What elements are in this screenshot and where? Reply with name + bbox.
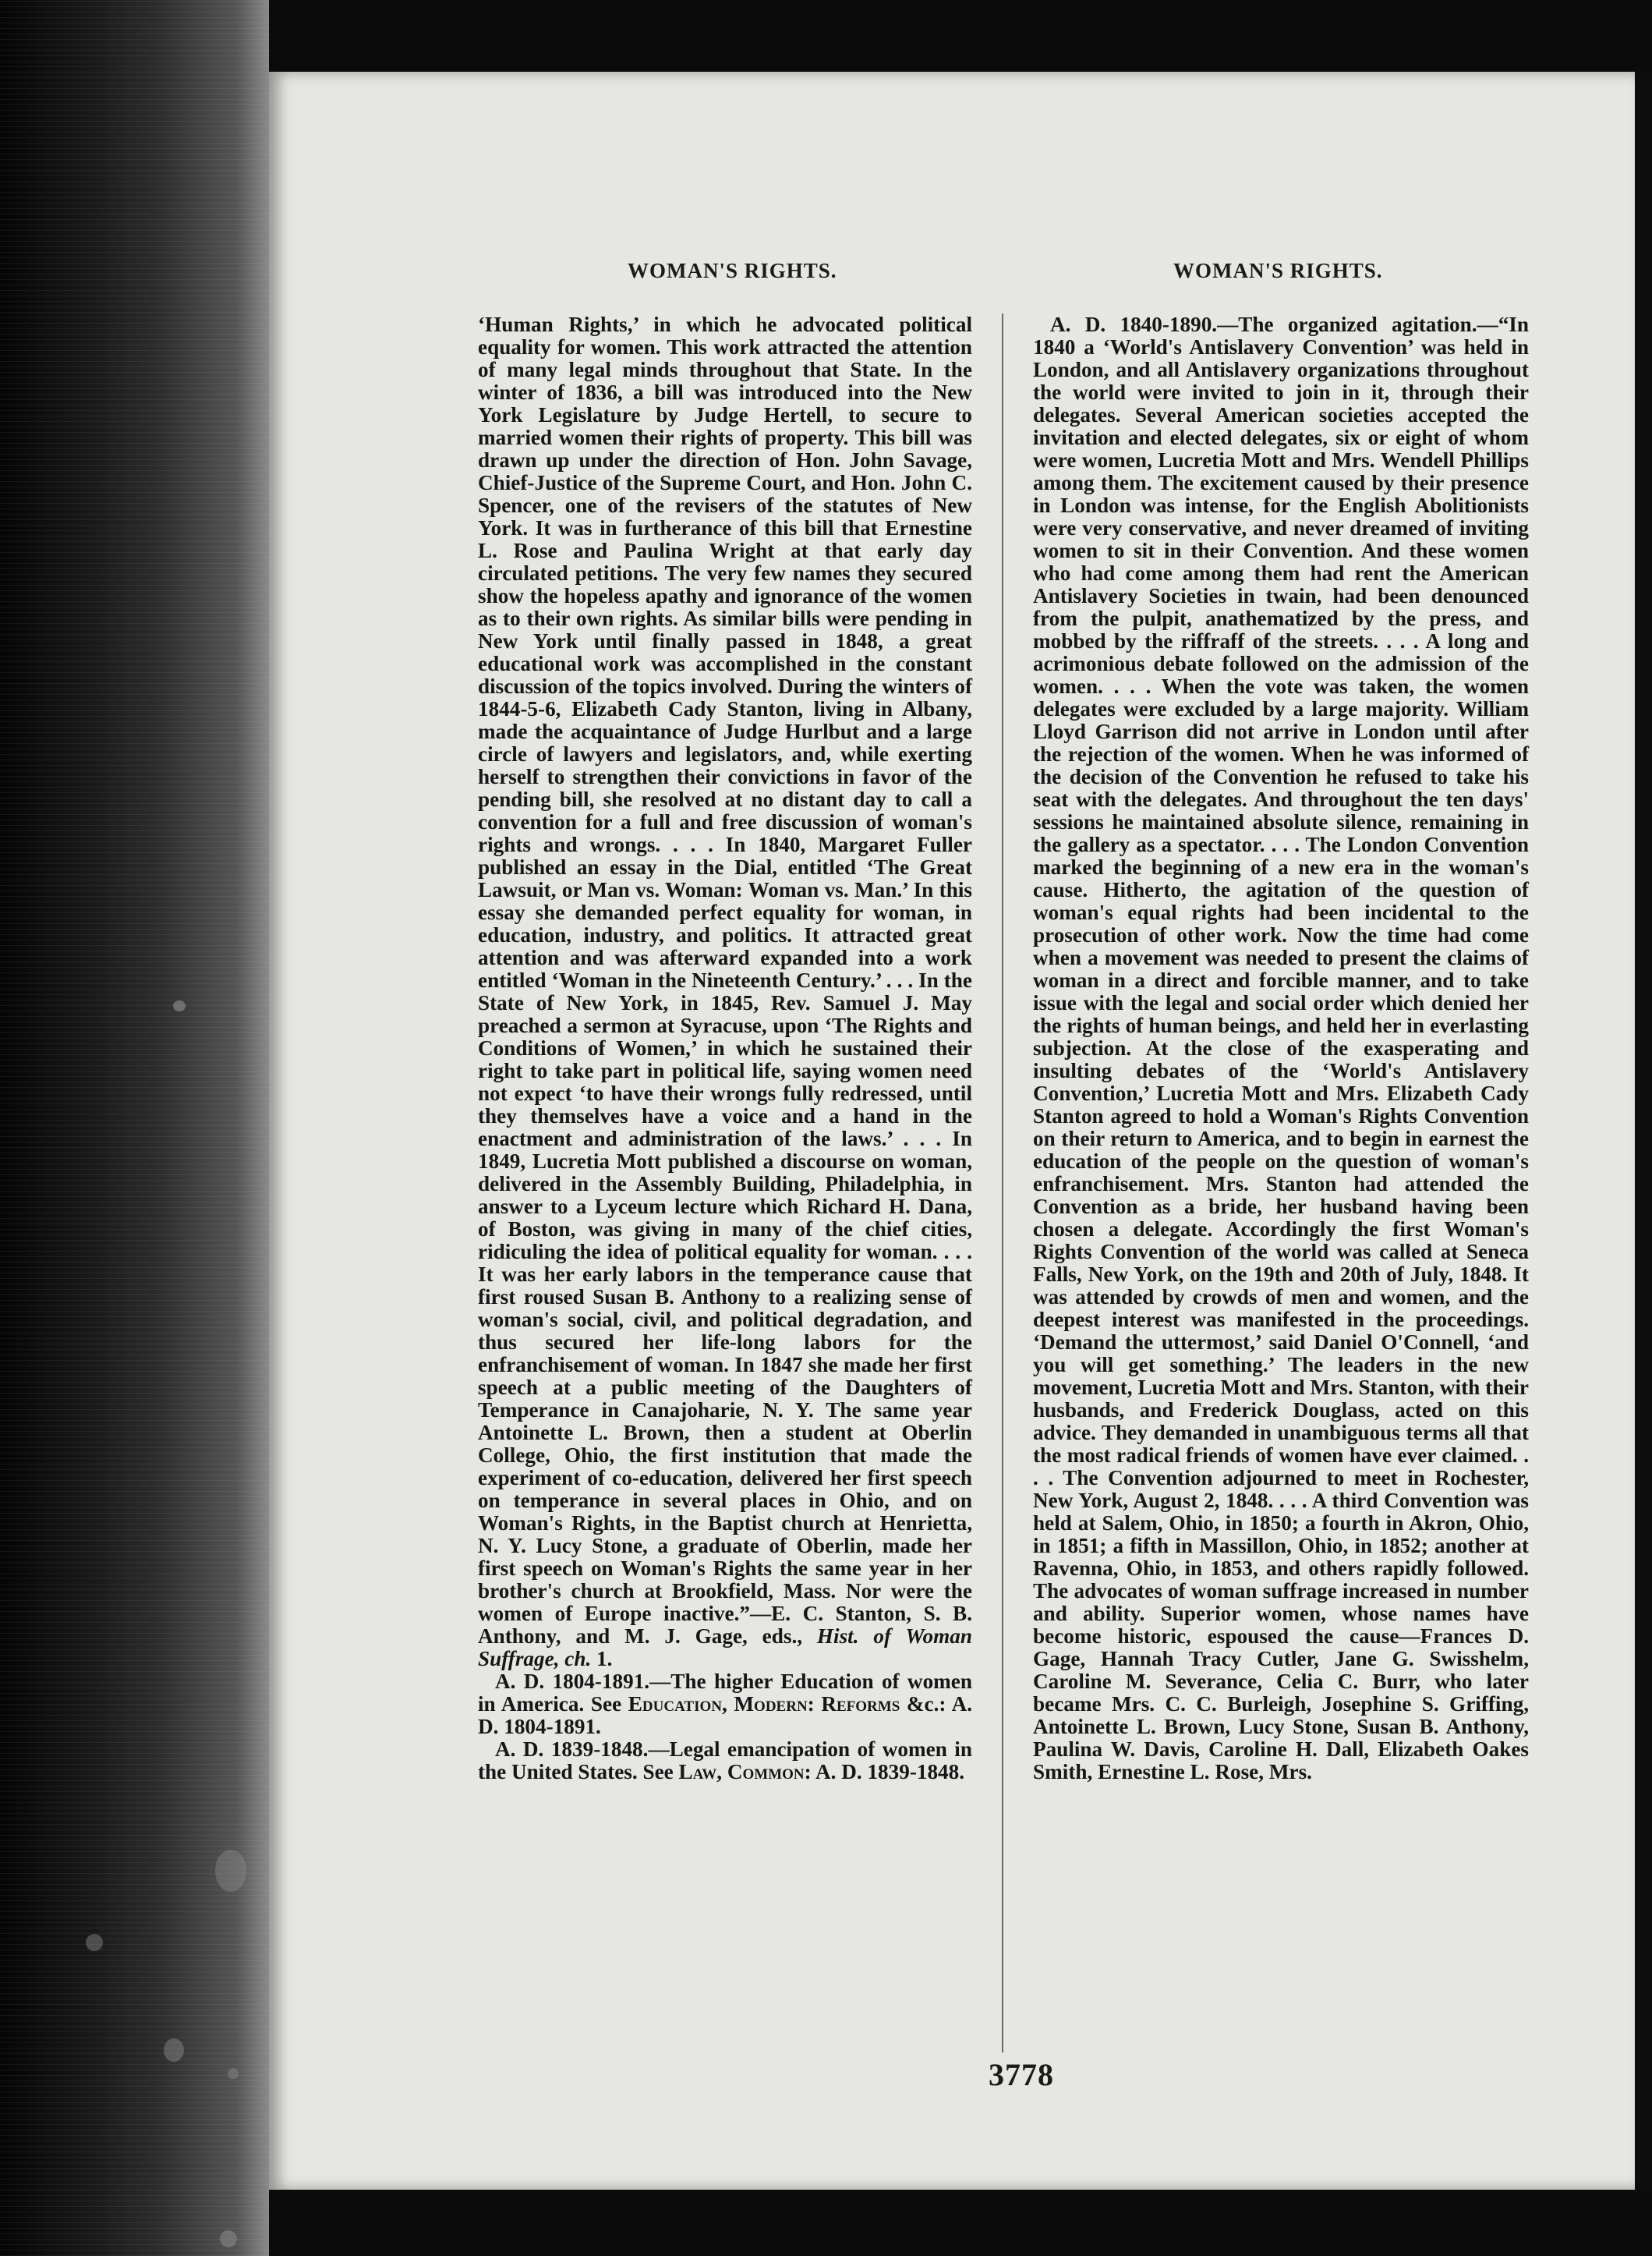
dust-speck	[220, 2230, 237, 2247]
cross-reference-tail: &c.: A. D. 1804-1891.	[478, 1692, 973, 1738]
right-column	[1033, 313, 1529, 1783]
paragraph-continued	[478, 313, 972, 1670]
entry-higher-education	[478, 1670, 972, 1738]
entry-date: A. D. 1804-1891.	[495, 1670, 650, 1693]
column-divider	[1002, 313, 1003, 2052]
entry-date: A. D. 1839-1848.	[495, 1737, 649, 1761]
entry-title: —The organized agitation.	[1217, 313, 1477, 336]
see-label: See	[590, 1692, 622, 1716]
running-head-right: WOMAN'S RIGHTS.	[1173, 259, 1383, 282]
quotation-text: ‘Human Rights,’ in which he advocated political equality for women. This work attracted the attention of many legal minds throughout that State. In the winter of 1836, a bill was introduced into the New York Legislature by Judge Hertell, to secure to married women their rights of property. This bill was drawn up under the direction of Hon. John Savage, Chief-Justice of the Supreme Court, and Hon. John C. Spencer, one of the revisers of the statutes of New York. It was in furtherance of this bill that Ernestine L. Rose and Paulina Wright at that early day circulated petitions. The very few names they secured show the hopeless apathy and ignorance of the women as to their own rights. As similar bills were pending in New York until finally passed in 1848, a great educational work was accomplished in the constant discussion of the topics involved. During the winters of 1844-5-6, Elizabeth Cady Stanton, living in Albany, made the acquaintance of Judge Hurlbut and a large circle of lawyers and legislators, and, while exerting herself to strengthen their convictions in favor of the pending bill, she resolved at no distant day to call a convention for a full and free discussion of woman's rights and wrongs. . . . In 1840, Margaret Fuller published an essay in the Dial, entitled ‘The Great Lawsuit, or Man vs. Woman: Woman vs. Man.’ In this essay she demanded perfect equality for woman, in education, industry, and politics. It attracted great attention and was afterward expanded into a work entitled ‘Woman in the Nineteenth Century.’ . . . In the State of New York, in 1845, Rev. Samuel J. May preached a sermon at Syracuse, upon ‘The Rights and Conditions of Women,’ in which he sustained their right to take part in political life, saying women need not expect ‘to have their wrongs fully redressed, until they themselves have a voice and a hand in the enactment and administration of the laws.’ . . . In 1849, Lucretia Mott published a discourse on woman, delivered in the Assembly Building, Philadelphia, in answer to a Lyceum lecture which Richard H. Dana, of Boston, was giving in many of the chief cities, ridiculing the idea of political equality for woman. . . . It was her early labors in the temperance cause that first roused Susan B. Anthony to a realizing sense of woman's social, civil, and political degradation, and thus secured her life-long labors for the enfranchisement of woman. In 1847 she made her first speech at a public meeting of the Daughters of Temperance in Canajoharie, N. Y. The same year Antoinette L. Brown, then a student at Oberlin College, Ohio, the first institution that made the experiment of co-education, delivered her first speech on temperance in several places in Ohio, and on Woman's Rights, in the Baptist church at Henrietta, N. Y. Lucy Stone, a graduate of Oberlin, made her first speech on Woman's Rights the same year in her brother's church at Brookfield, Mass. Nor were the women of Europe inactive.”—E. C. Stanton, S. B. Anthony, and M. J. Gage, eds.,	[478, 313, 972, 1648]
quotation-text: —“In 1840 a ‘World's Antislavery Convention’ was held in London, and all Antislavery organizations throughout the world were invited to join in it, through their delegates. Several American societies accepted the invitation and elected delegates, six or eight of whom were women, Lucretia Mott and Mrs. Wendell Phillips among them. The excitement caused by their presence in London was intense, for the English Abolitionists were very conservative, and never dreamed of inviting women to sit in their Convention. And these women who had come among them had rent the American Antislavery Societies in twain, had been denounced from the pulpit, anathematized by the press, and mobbed by the riffraff of the streets. . . . A long and acrimonious debate followed on the admission of the women. . . . When the vote was taken, the women delegates were excluded by a large majority. William Lloyd Garrison did not arrive in London until after the rejection of the women. When he was informed of the decision of the Convention he refused to take his seat with the delegates. And throughout the ten days' sessions he maintained absolute silence, remaining in the gallery as a spectator. . . . The London Convention marked the beginning of a new era in the woman's cause. Hitherto, the agitation of the question of woman's equal rights had been incidental to the prosecution of other work. Now the time had come when a movement was needed to present the claims of woman in a direct and forcible manner, and to take issue with the legal and social order which denied her the rights of human beings, and held her in everlasting subjection. At the close of the exasperating and insulting debates of the ‘World's Antislavery Convention,’ Lucretia Mott and Mrs. Elizabeth Cady Stanton agreed to hold a Woman's Rights Convention on their return to America, and to begin in earnest the education of the people on the question of woman's enfranchisement. Mrs. Stanton had attended the Convention as a bride, her husband having been chosen a delegate. Accordingly the first Woman's Rights Convention of the world was called at Seneca Falls, New York, on the 19th and 20th of July, 1848. It was attended by crowds of men and women, and the deepest interest was manifested in the proceedings. ‘Demand the uttermost,’ said Daniel O'Connell, ‘and you will get something.’ The leaders in the new movement, Lucretia Mott and Mrs. Stanton, with their husbands, and Frederick Douglass, acted on this advice. They demanded in unambiguous terms all that the most radical friends of women have ever claimed. . . . The Convention adjourned to meet in Rochester, New York, August 2, 1848. . . . A third Convention was held at Salem, Ohio, in 1850; a fourth in Akron, Ohio, in 1851; a fifth in Massillon, Ohio, in 1852; another at Ravenna, Ohio, in 1853, and others rapidly followed. The advocates of woman suffrage increased in number and ability. Superior women, whose names have become historic, espoused the cause—Frances D. Gage, Hannah Tracy Cutler, Jane G. Swisshelm, Caroline M. Severance, Celia C. Burr, who later became Mrs. C. C. Burleigh, Josephine S. Griffing, Antoinette L. Brown, Lucy Stone, Susan B. Anthony, Paulina W. Davis, Caroline H. Dall, Elizabeth Oakes Smith, Ernestine L. Rose, Mrs.	[1033, 313, 1529, 1783]
cross-reference-tail: : A. D. 1839-1848.	[804, 1760, 965, 1783]
dust-speck	[173, 1001, 186, 1011]
left-column	[478, 313, 972, 1783]
dust-speck	[228, 2068, 239, 2079]
entry-organized-agitation	[1033, 313, 1529, 1783]
running-head-left: WOMAN'S RIGHTS.	[628, 259, 837, 282]
scan-border-left	[0, 0, 269, 2256]
entry-title: —Legal emancipation of women in the United States.	[478, 1737, 972, 1783]
citation-tail: 1.	[596, 1647, 613, 1670]
see-label: See	[642, 1760, 674, 1783]
entry-title: —The higher Education of women in America.	[478, 1670, 972, 1716]
entry-legal-emancipation	[478, 1738, 972, 1783]
page-number: 3778	[989, 2057, 1054, 2092]
cross-reference: Education, Modern: Reforms	[628, 1692, 900, 1716]
citation-title: Hist. of Woman Suffrage, ch.	[478, 1624, 973, 1670]
dust-speck	[86, 1934, 103, 1951]
book-page	[269, 72, 1635, 2190]
entry-date: A. D. 1840-1890.	[1050, 313, 1218, 336]
dust-speck	[164, 2038, 184, 2062]
cross-reference: Law, Common	[678, 1760, 805, 1783]
scan-border-bottom	[269, 2190, 1652, 2256]
scan-border-top	[269, 0, 1652, 72]
dust-speck	[215, 1850, 246, 1892]
